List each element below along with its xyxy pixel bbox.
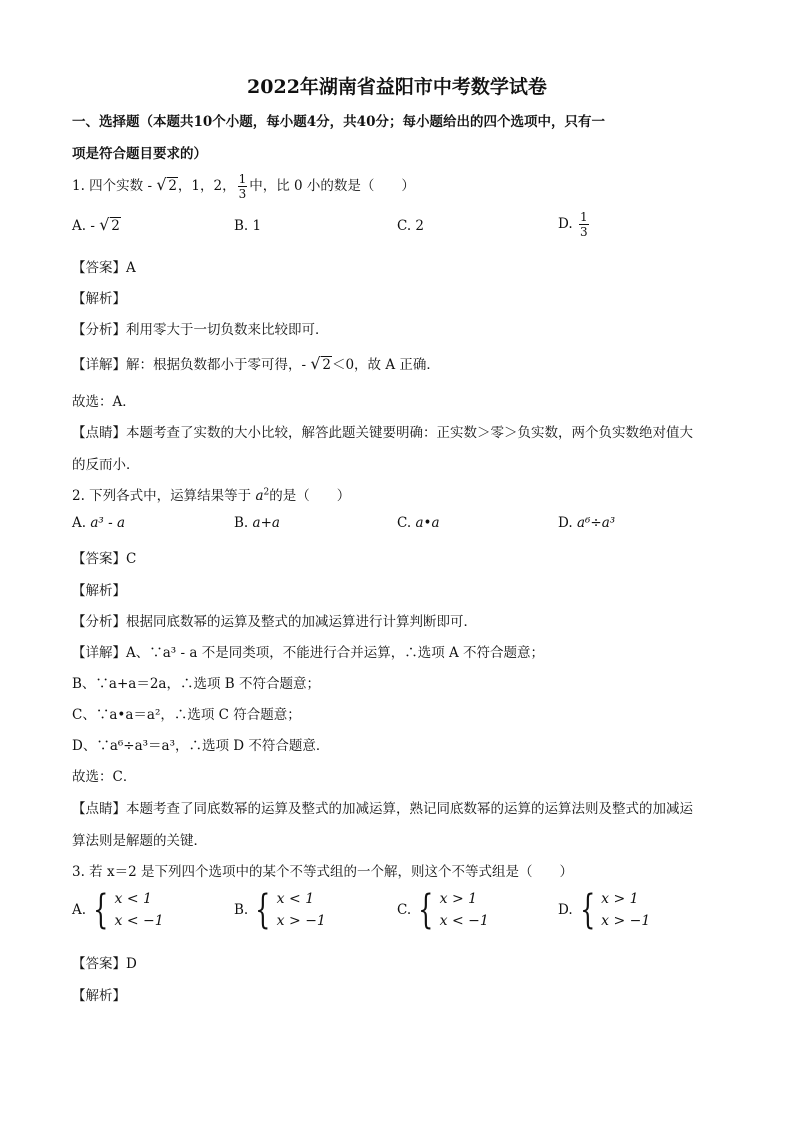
q2-choose: 故选：C． — [72, 769, 137, 785]
q2-option-b: B. a+a — [234, 515, 280, 531]
q3-option-c: C. { x > 1 x < −1 — [397, 887, 489, 933]
q3-stem: 3. 若 x＝2 是下列四个选项中的某个不等式组的一个解，则这个不等式组是（ ） — [72, 864, 573, 880]
q2-detail: 【详解】A、∵a³ - a 不是同类项，不能进行合并运算，∴选项 A 不符合题意； — [72, 645, 545, 661]
q1-stem: 1. 四个实数 - √ 2，1，2， $\frac{1}{3}$ 中，比 0 小的数是（ ） — [72, 172, 415, 201]
q1-option-c: C. 2 — [397, 218, 425, 234]
q1-analysis: 【解析】 — [72, 291, 126, 307]
q2-stem: 2. 下列各式中，运算结果等于 $a^2$的是（ ） — [72, 487, 351, 504]
brace-icon: { — [255, 887, 271, 933]
q1-choose: 故选：A． — [72, 394, 136, 410]
fraction: $\frac{1}{3}$ — [238, 172, 247, 201]
q1-dianjing-line1: 【点睛】本题考查了实数的大小比较，解答此题关键要明确：正实数＞零＞负实数，两个负实数绝对值大 — [72, 425, 693, 441]
brace-icon: { — [93, 887, 109, 933]
q2-option-c: C. a•a — [397, 515, 440, 531]
q2-analysis: 【解析】 — [72, 583, 126, 599]
q3-answer: 【答案】D — [72, 956, 137, 972]
q3-option-b: B. { x < 1 x > −1 — [234, 887, 326, 933]
q1-fenxi: 【分析】利用零大于一切负数来比较即可． — [72, 322, 329, 338]
sqrt-symbol: √ 2 — [312, 357, 332, 373]
q2-option-d: D. a⁶÷a³ — [558, 515, 616, 531]
q1-detail: 【详解】解：根据负数都小于零可得，- √ 2＜0，故 A 正确． — [72, 353, 440, 373]
q1-answer: 【答案】A — [72, 260, 136, 276]
q2-option-a: A. a³ - a — [72, 515, 125, 531]
q1-option-d: D. $\frac{1}{3}$ — [558, 210, 588, 239]
q1-option-b: B. 1 — [234, 218, 262, 234]
q1-option-a: A. - √ 2 — [72, 218, 121, 234]
q2-line-b: B、∵a+a＝2a，∴选项 B 不符合题意； — [72, 676, 320, 692]
q2-line-c: C、∵a•a＝a²，∴选项 C 符合题意； — [72, 707, 301, 723]
sqrt-symbol: √ 2 — [101, 218, 121, 234]
q2-answer: 【答案】C — [72, 551, 137, 567]
q2-line-d: D、∵a⁶÷a³＝a³，∴选项 D 不符合题意． — [72, 738, 330, 754]
q3-analysis: 【解析】 — [72, 988, 126, 1004]
sqrt-symbol: √ 2 — [158, 178, 178, 194]
q1-dianjing-line2: 的反而小． — [72, 457, 140, 473]
brace-icon: { — [579, 887, 596, 933]
q2-dianjing-line2: 算法则是解题的关键． — [72, 833, 207, 849]
page-title: 2022年湖南省益阳市中考数学试卷 — [247, 76, 547, 98]
q3-option-a: A. { x < 1 x < −1 — [72, 887, 164, 933]
q3-option-d: D. { x > 1 x > −1 — [558, 887, 651, 933]
section-heading-line1: 一、选择题（本题共10个小题，每小题4分，共40分；每小题给出的四个选项中，只有一 — [72, 114, 605, 130]
q2-fenxi: 【分析】根据同底数幂的运算及整式的加减运算进行计算判断即可． — [72, 614, 477, 630]
fraction: $\frac{1}{3}$ — [579, 210, 588, 239]
section-heading-line2: 项是符合题目要求的） — [72, 146, 207, 162]
q2-dianjing-line1: 【点睛】本题考查了同底数幂的运算及整式的加减运算，熟记同底数幂的运算的运算法则及整式的加减运 — [72, 801, 693, 817]
brace-icon: { — [418, 887, 434, 933]
